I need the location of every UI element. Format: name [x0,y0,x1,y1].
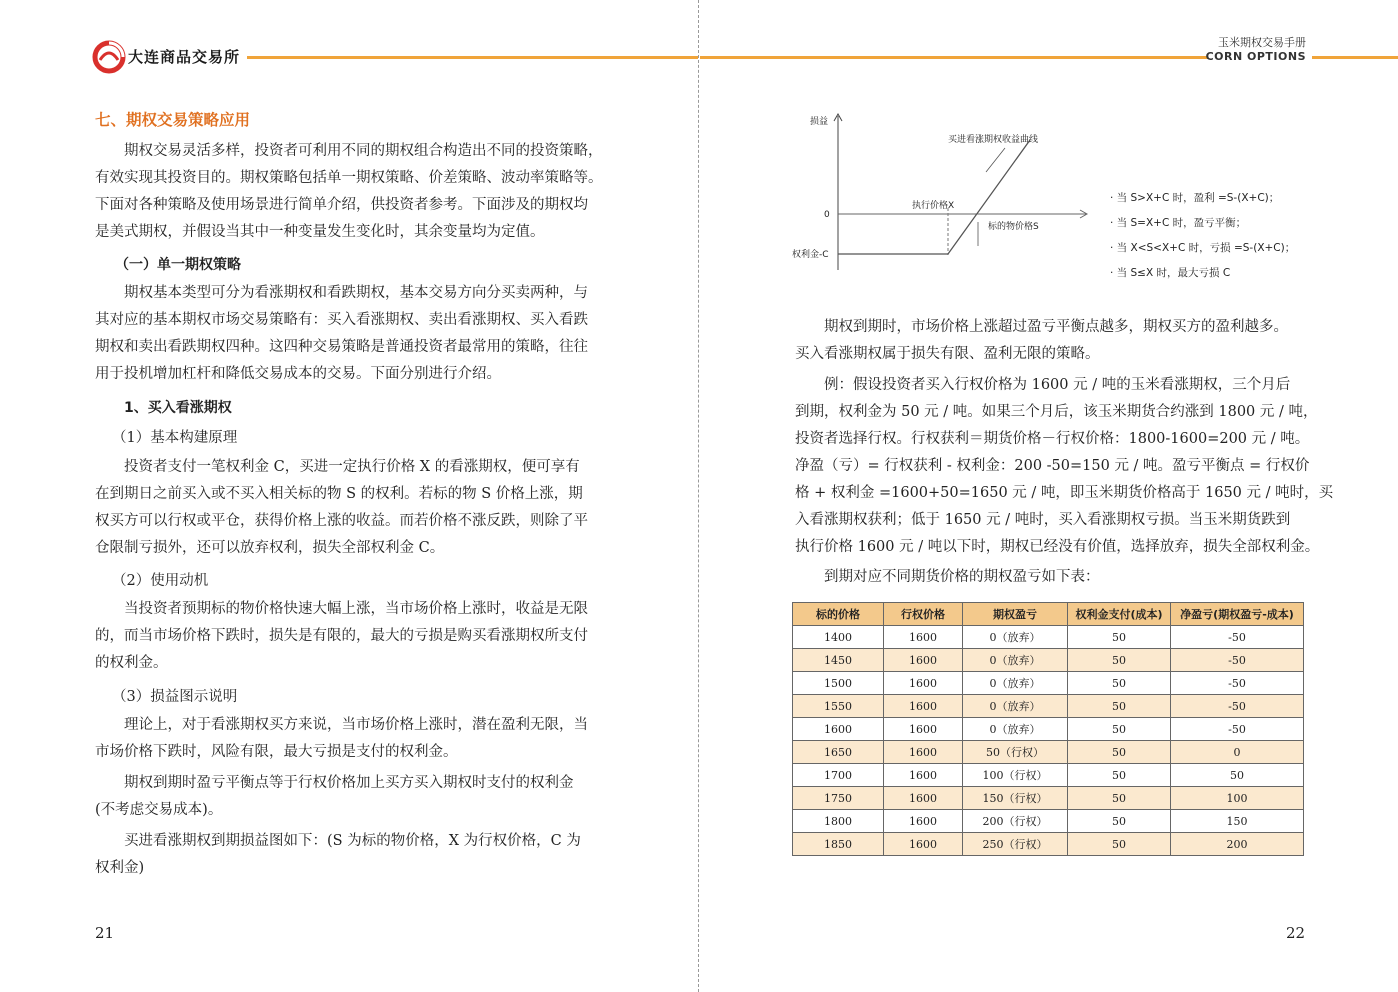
text-line: 权利金) [95,860,145,876]
item-heading: （2）使用动机 [112,573,209,589]
curve-label: 买进看涨期权收益曲线 [948,135,1039,145]
table-cell: 1600 [884,649,963,672]
table-header: 期权盈亏 [963,603,1068,626]
table-cell: 1600 [884,741,963,764]
item-heading: （3）损益图示说明 [112,689,238,705]
profit-paragraph [795,314,1305,368]
table-cell: 1600 [884,764,963,787]
table-row [793,718,1304,741]
text-line: 买进看涨期权到期损益图如下：(S 为标的物价格，X 为行权价格，C 为 [124,833,581,849]
table-cell: -50 [1171,672,1304,695]
header-rule-right [700,56,1208,59]
text-line: 期权基本类型可分为看涨期权和看跌期权，基本交易方向分买卖两种，与 [124,285,588,301]
table-header: 净盈亏(期权盈亏-成本) [1171,603,1304,626]
zero-label: 0 [824,210,830,220]
text-line: 入看涨期权获利；低于 1650 元 / 吨时，买入看涨期权亏损。当玉米期货跌到 [795,512,1291,528]
table-cell: 1600 [884,833,963,856]
note-item: · 当 S>X+C 时，盈利 =S-(X+C)； [1110,192,1280,204]
text-line: 仓限制亏损外，还可以放弃权利，损失全部权利金 C。 [95,540,445,556]
text-line: 净盈（亏）= 行权获利 - 权利金：200 -50=150 元 / 吨。盈亏平衡点 = 行权价 [795,458,1310,474]
table-cell: 150（行权） [963,787,1068,810]
underlying-label: 标的物价格S [988,222,1039,232]
table-intro: 到期对应不同期货价格的期权盈亏如下表： [824,569,1100,585]
table-cell: 0（放弃） [963,718,1068,741]
y-axis-label: 损益 [810,117,829,127]
table-cell: 0（放弃） [963,649,1068,672]
payoff-diagram [790,110,1100,280]
strike-label: 执行价格X [912,201,955,211]
table-header-row [793,603,1304,626]
table-row [793,626,1304,649]
table-cell: -50 [1171,718,1304,741]
text-line: 有效实现其投资目的。期权策略包括单一期权策略、价差策略、波动率策略等。 [95,170,603,186]
handbook-title: 玉米期权交易手册 [1218,36,1306,49]
table-cell: 1600 [884,810,963,833]
text-line: 用于投机增加杠杆和降低交易成本的交易。下面分别进行介绍。 [95,366,501,382]
table-cell: 0（放弃） [963,626,1068,649]
table-row [793,649,1304,672]
table-cell: 1550 [793,695,884,718]
table-row [793,672,1304,695]
single-option-paragraph [95,280,605,388]
text-line: 投资者选择行权。行权获利＝期货价格－行权价格：1800-1600=200 元 / 吨。 [795,431,1310,447]
table-cell: 1600 [884,672,963,695]
text-line: 理论上，对于看涨期权买方来说，当市场价格上涨时，潜在盈利无限，当 [124,717,588,733]
table-cell: 1850 [793,833,884,856]
table-cell: 50 [1068,718,1171,741]
text-line: 当投资者预期标的物价格快速大幅上涨，当市场价格上涨时，收益是无限 [124,601,588,617]
table-cell: 50（行权） [963,741,1068,764]
text-line: 到期，权利金为 50 元 / 吨。如果三个月后，该玉米期货合约涨到 1800 元 / 吨， [795,404,1318,420]
text-line: 期权交易灵活多样，投资者可利用不同的期权组合构造出不同的投资策略， [124,143,603,159]
text-line: 权买方可以行权或平仓，获得价格上涨的收益。而若价格不涨反跌，则除了平 [95,513,588,529]
table-cell: 50 [1068,833,1171,856]
chart-intro-paragraph [95,828,605,882]
table-header: 行权价格 [884,603,963,626]
text-line: 下面对各种策略及使用场景进行简单介绍，供投资者参考。下面涉及的期权均 [95,197,588,213]
table-cell: 1600 [884,787,963,810]
table-cell: 250（行权） [963,833,1068,856]
exchange-brand-name: 大连商品交易所 [128,48,241,66]
text-line: 例：假设投资者买入行权价格为 1600 元 / 吨的玉米看涨期权，三个月后 [824,377,1291,393]
premium-label: 权利金-C [792,250,829,260]
table-cell: -50 [1171,695,1304,718]
principle-paragraph [95,454,605,562]
item-heading: （1）基本构建原理 [112,430,238,446]
note-item: · 当 S≤X 时，最大亏损 C [1110,267,1231,279]
table-row [793,695,1304,718]
payoff-curve [838,140,1030,254]
table-cell: 1600 [884,626,963,649]
table-cell: 1600 [793,718,884,741]
text-line: 投资者支付一笔权利金 C，买进一定执行价格 X 的看涨期权，便可享有 [124,459,580,475]
text-line: 在到期日之前买入或不买入相关标的物 S 的权利。若标的物 S 价格上涨，期 [95,486,583,502]
table-cell: 50 [1068,672,1171,695]
text-line: 执行价格 1600 元 / 吨以下时，期权已经没有价值，选择放弃，损失全部权利金。 [795,539,1320,555]
table-cell: 50 [1068,764,1171,787]
text-line: 期权到期时，市场价格上涨超过盈亏平衡点越多，期权买方的盈利越多。 [824,319,1288,335]
table-cell: 50 [1068,787,1171,810]
text-line: 期权到期时盈亏平衡点等于行权价格加上买方买入期权时支付的权利金 [124,775,574,791]
table-cell: 1600 [884,718,963,741]
table-cell: 1650 [793,741,884,764]
header-rule-right-tail [1312,56,1398,59]
table-cell: 200（行权） [963,810,1068,833]
table-cell: 1500 [793,672,884,695]
breakeven-paragraph [95,770,605,824]
text-line: 格 + 权利金 =1600+50=1650 元 / 吨，即玉米期货价格高于 1650 元 / 吨时，买 [795,485,1334,501]
table-row [793,741,1304,764]
table-row [793,787,1304,810]
text-line: 买入看涨期权属于损失有限、盈利无限的策略。 [795,346,1100,362]
table-header: 权利金支付(成本) [1068,603,1171,626]
table-cell: 1450 [793,649,884,672]
table-cell: -50 [1171,626,1304,649]
header-rule-left [247,56,698,59]
table-cell: 50 [1068,741,1171,764]
table-cell: 50 [1068,695,1171,718]
example-paragraph [795,372,1334,561]
table-cell: 1750 [793,787,884,810]
curve-pointer [986,148,1005,172]
subsection-heading: （一）单一期权策略 [115,257,241,273]
chart-explanation-paragraph [95,712,605,766]
option-pnl-table [792,602,1304,856]
text-line: 的权利金。 [95,655,168,671]
table-cell: 100（行权） [963,764,1068,787]
table-cell: 0 [1171,741,1304,764]
page-number-left: 21 [95,924,115,942]
payoff-notes [1110,186,1295,286]
table-cell: 1400 [793,626,884,649]
section-title: 七、期权交易策略应用 [95,111,251,129]
table-cell: 50 [1068,810,1171,833]
strategy-heading: 1、买入看涨期权 [124,400,232,416]
table-cell: 0（放弃） [963,695,1068,718]
text-line: 的，而当市场价格下跌时，损失是有限的，最大的亏损是购买看涨期权所支付 [95,628,588,644]
page-divider [698,0,699,992]
table-cell: 0（放弃） [963,672,1068,695]
text-line: 是美式期权，并假设当其中一种变量发生变化时，其余变量均为定值。 [95,224,545,240]
table-cell: 1800 [793,810,884,833]
table-cell: 1600 [884,695,963,718]
table-header: 标的价格 [793,603,884,626]
note-item: · 当 X<S<X+C 时，亏损 =S-(X+C)； [1110,242,1296,254]
table-cell: 100 [1171,787,1304,810]
table-row [793,810,1304,833]
text-line: 市场价格下跌时，风险有限，最大亏损是支付的权利金。 [95,744,458,760]
table-row [793,833,1304,856]
table-cell: -50 [1171,649,1304,672]
handbook-subtitle: CORN OPTIONS [1205,50,1306,63]
table-row [793,764,1304,787]
page-number-right: 22 [1286,924,1306,942]
table-cell: 50 [1171,764,1304,787]
motivation-paragraph [95,596,605,677]
table-cell: 50 [1068,649,1171,672]
text-line: 期权和卖出看跌期权四种。这四种交易策略是普通投资者最常用的策略，往往 [95,339,588,355]
exchange-logo-icon [92,40,126,74]
table-cell: 50 [1068,626,1171,649]
table-cell: 200 [1171,833,1304,856]
text-line: (不考虑交易成本)。 [95,802,223,818]
intro-paragraph [95,138,605,246]
note-item: · 当 S=X+C 时，盈亏平衡； [1110,217,1247,229]
text-line: 其对应的基本期权市场交易策略有：买入看涨期权、卖出看涨期权、买入看跌 [95,312,588,328]
table-cell: 150 [1171,810,1304,833]
table-cell: 1700 [793,764,884,787]
